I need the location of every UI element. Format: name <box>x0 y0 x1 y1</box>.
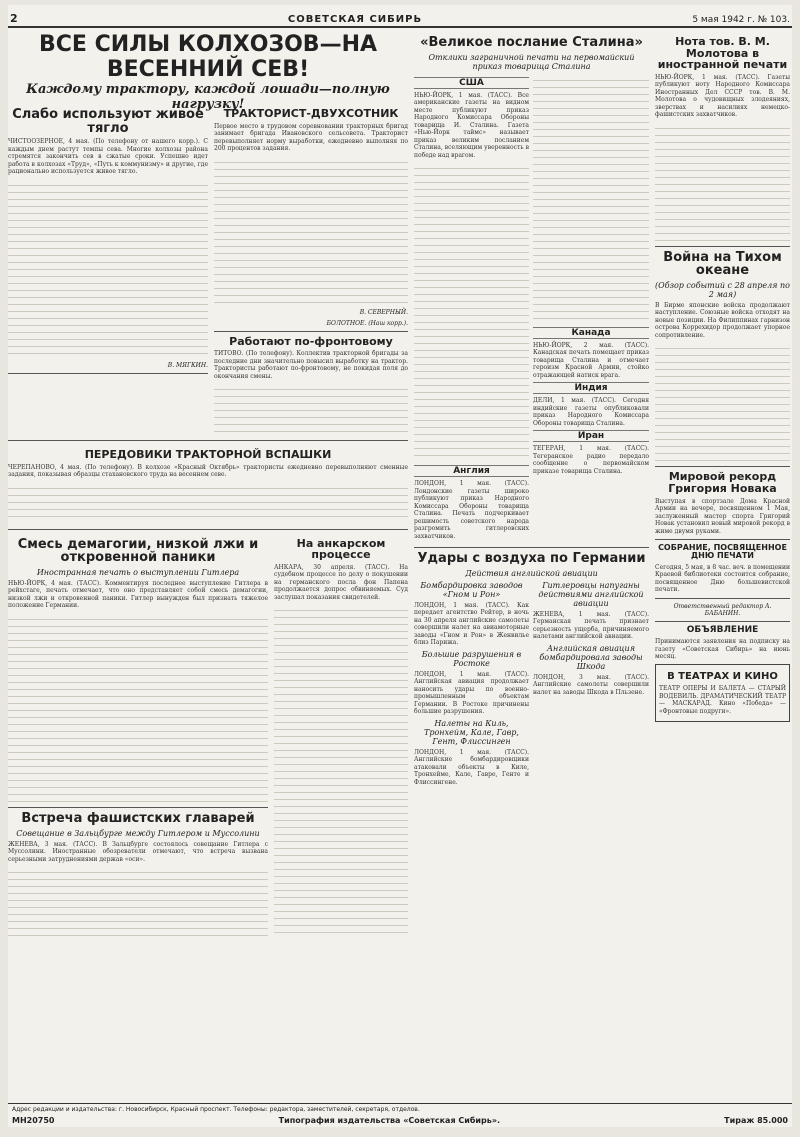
fascist-headline: Встреча фашистских главарей <box>21 810 255 826</box>
demagogy-text: НЬЮ-ЙОРК, 4 мая. (ТАСС). Комментируя последнее выступление Гитлера в рейхстаге, печать отмечает, что оно представляет собой смесь демагогии, низкой лжи и откровенной паники. Гитлер вынужден был признать тяжелое положение Германии. <box>8 579 268 610</box>
columns <box>8 28 792 939</box>
air-sub-2: Большие разрушения в Ростоке <box>421 649 522 668</box>
demagogy-subtitle: Иностранная печать о выступлении Гитлера <box>36 567 240 577</box>
fascist-text: ЖЕНЕВА, 3 мая. (ТАСС). В Зальцбурге состоялось совещание Гитлера с Муссолини. Иностранные обозреватели отмечают, что встреча вызвана серьезными затруднениями держав «оси». <box>8 840 268 863</box>
column-middle <box>414 32 649 939</box>
footer-code: МН20750 <box>12 1116 55 1125</box>
meeting-headline: СОБРАНИЕ, ПОСВЯЩЕННОЕ ДНЮ ПЕЧАТИ <box>658 543 787 561</box>
air-strikes-headline: Удары с воздуха по Германии <box>417 551 646 567</box>
country-india: Индия <box>533 382 649 394</box>
pacific-text: В Бирме японские войска продолжают наступление. Союзные войска отходят на новые позиции. На Филиппинах гарнизон острова Коррехидор продолжает упорное сопротивление. <box>655 301 790 339</box>
pacific-headline: Война на Тихом океане <box>663 249 782 279</box>
pioneers-headline: ПЕРЕДОВИКИ ТРАКТОРНОЙ ВСПАШКИ <box>84 448 332 462</box>
country-england: Англия <box>414 465 529 477</box>
text-body <box>655 342 790 462</box>
fascist-subtitle: Совещание в Зальцбурге между Гитлером и Муссолини <box>16 828 260 838</box>
record-text: Выступая в спортзале Дома Красной Армии на вечере, посвященном 1 Мая, заслуженный мастер спорта Григорий Новак установил новый мировой рекорд в жиме двумя руками. <box>655 497 790 535</box>
announcement-text: Принимаются заявления на подписку на газету «Советская Сибирь» на июнь месяц. <box>655 638 790 661</box>
column-2 <box>214 104 408 436</box>
editor: Ответственный редактор А. БАБАНИН. <box>673 602 772 617</box>
text-body <box>8 613 268 803</box>
text-body <box>214 156 408 306</box>
frontline-text: ТИТОВО. (По телефону). Коллектив тракторной бригады за последние дни значительно повысил выработку на трактор. Трактористы работают по-фронтовому, не покидая поля до окончания смены. <box>214 350 408 380</box>
footer <box>8 1103 792 1127</box>
iran-text: ТЕГЕРАН, 1 мая. (ТАСС). Тегеранское радио передало сообщение о первомайском приказе товарища Сталина. <box>533 445 649 475</box>
air-sub-1: Бомбардировка заводов «Гном и Рон» <box>420 580 523 599</box>
air-text-1: ЛОНДОН, 1 мая. (ТАСС). Как передает агентство Рейтер, в ночь на 30 апреля английские самолеты совершили налет на авиамоторные заводы «Гном и Рон» в Женвилье близ Парижа. <box>414 601 529 647</box>
great-order-headline: «Великое послание Сталина» <box>420 35 643 50</box>
theatre-box <box>655 664 790 723</box>
footer-address: Адрес редакции и издательства: г. Новосибирск, Красный проспект. Телефоны: редактора, заместителей, секретаря, отделов. <box>12 1106 420 1113</box>
air-sub-3: Налеты на Киль, Тронхейм, Кале, Гавр, Гент, Флиссинген <box>424 718 519 746</box>
text-body <box>8 179 208 359</box>
air-text-2: ЛОНДОН, 1 мая. (ТАСС). Английская авиация продолжает наносить удары по военно-промышленным объектам Германии. В Ростоке причинены большие разрушения. <box>414 670 529 716</box>
footer-printer: Типография издательства «Советская Сибирь». <box>278 1116 501 1125</box>
banner-slogan: Каждому трактору, каждой лошади—полную нагрузку! <box>26 82 390 112</box>
great-order-subtitle: Отклики заграничной печати на первомайский приказ товарища Сталина <box>428 52 635 71</box>
footer-circulation: Тираж 85.000 <box>724 1116 788 1125</box>
weak-draft-text: ЧИСТООЗЕРНОЕ, 4 мая. (По телефону от нашего корр.). С каждым днем растут темпы сева. Многие колхозы района стремятся закончить сев в сжатые сроки. Успешно идет работа в колхозах «Труд», «Путь к коммунизму» и другие, где рационально используется живое тягло. <box>8 138 208 176</box>
country-canada: Канада <box>533 327 649 339</box>
banner-title: ВСЕ СИЛЫ КОЛХОЗОВ—НА ВЕСЕННИЙ СЕВ! <box>38 32 378 82</box>
column-ankara <box>274 534 408 939</box>
tractor-signature: В. СЕВЕРНЫЙ. <box>359 308 408 316</box>
column-1 <box>8 104 208 436</box>
ankara-headline: На анкарском процессе <box>296 536 386 562</box>
canada-text: НЬЮ-ЙОРК, 2 мая. (ТАСС). Канадская печать помещает приказ товарища Сталина и отмечает героизм Красной Армии, стойко отражающей натиск врага. <box>533 341 649 379</box>
country-iran: Иран <box>533 430 649 442</box>
column-demagogy <box>8 534 268 939</box>
country-usa: США <box>414 77 529 89</box>
theatre-headline: В ТЕАТРАХ И КИНО <box>667 670 778 682</box>
air-text-5: ЛОНДОН, 3 мая. (ТАСС). Английские самолеты совершили налет на заводы Шкода в Пльзене. <box>533 673 649 696</box>
left-section <box>8 32 408 939</box>
pacific-subtitle: (Обзор событий с 28 апреля по 2 мая) <box>655 280 790 299</box>
usa-text: НЬЮ-ЙОРК, 1 мая. (ТАСС). Все американские газеты на видном месте публикуют приказ Народного Комиссара Обороны товарища И. Сталина. Газета «Нью-Йорк таймс» называет приказ великим посланием Сталина, вселяющим уверенность в победе над врагом. <box>414 91 529 159</box>
text-body <box>533 74 649 324</box>
demagogy-headline: Смесь демагогии, низкой лжи и откровенной паники <box>17 536 259 566</box>
england-text: ЛОНДОН, 1 мая. (ТАСС). Лондонские газеты широко публикуют приказ Народного Комиссара Обороны товарища Сталина. Печать подчеркивает решимость советского народа разгромить гитлеровских захватчиков. <box>414 480 529 540</box>
masthead <box>8 5 792 28</box>
tractor-headline: ТРАКТОРИСТ-ДВУХСОТНИК <box>223 107 399 120</box>
weak-draft-headline: Слабо используют живое тягло <box>12 107 204 136</box>
column-right <box>655 32 790 939</box>
issue-date: 5 мая 1942 г. № 103. <box>692 15 790 25</box>
meeting-text: Сегодня, 5 мая, в 8 час. веч. в помещении Краевой библиотеки состоится собрание, посвященное Дню большевистской печати. <box>655 563 790 594</box>
text-body <box>414 162 529 462</box>
air-sub-4: Гитлеровцы напуганы действиями английской авиации <box>538 580 644 608</box>
text-body <box>274 604 408 934</box>
text-body <box>655 122 790 242</box>
tractor-place: БОЛОТНОЕ. (Наш корр.). <box>326 319 408 327</box>
tractor-text: Первое место в трудовом соревновании тракторных бригад занимает бригада Ивановского сельсовета. Тракторист перевыполняет норму выработки, ежедневно выполняя по 200 процентов задания. <box>214 122 408 153</box>
paper-name: СОВЕТСКАЯ СИБИРЬ <box>287 14 423 25</box>
text-body <box>8 866 268 936</box>
air-text-3: ЛОНДОН, 1 мая. (ТАСС). Английские бомбардировщики атаковали объекты в Киле, Тронхейме, Кале, Гавре, Генте и Флиссингене. <box>414 748 529 786</box>
pioneers-text: ЧЕРЕПАНОВО, 4 мая. (По телефону). В колхозе «Красный Октябрь» трактористы ежедневно перевыполняют сменные задания, показывая образцы стахановского труда на весеннем севе. <box>8 463 408 479</box>
page-number: 2 <box>10 12 18 25</box>
india-text: ДЕЛИ, 1 мая. (ТАСС). Сегодня индийские газеты опубликовали приказ Народного Комиссара Обороны товарища Сталина. <box>533 397 649 427</box>
announcement-headline: ОБЪЯВЛЕНИЕ <box>686 624 759 635</box>
molotov-text: НЬЮ-ЙОРК, 1 мая. (ТАСС). Газеты публикуют ноту Народного Комиссара Иностранных Дел СССР тов. В. М. Молотова о чудовищных злодеяниях, зверствах и насилиях немецко-фашистских захватчиков. <box>655 73 790 119</box>
text-body <box>8 482 408 522</box>
record-headline: Мировой рекорд Григория Новака <box>668 470 777 495</box>
air-text-4: ЖЕНЕВА, 1 мая. (ТАСС). Германская печать признает серьезность ущерба, причиняемого налетами английской авиации. <box>533 610 649 641</box>
frontline-headline: Работают по-фронтовому <box>229 334 393 348</box>
text-body <box>214 383 408 433</box>
molotov-headline: Нота тов. В. М. Молотова в иностранной печати <box>657 35 788 72</box>
ankara-text: АНКАРА, 30 апреля. (ТАСС). На судебном процессе по делу о покушении на германского посла фон Папена продолжается допрос обвиняемых. Суд заслушал показания свидетелей. <box>274 563 408 601</box>
banner <box>8 32 408 112</box>
signature: В. МЯГКИН. <box>167 361 208 369</box>
air-sub-5: Английская авиация бомбардировала заводы Шкода <box>539 643 643 671</box>
newspaper-page <box>8 5 792 1127</box>
theatre-text: ТЕАТР ОПЕРЫ И БАЛЕТА — СТАРЫЙ ВОДЕВИЛЬ. ДРАМАТИЧЕСКИЙ ТЕАТР — МАСКАРАД. Кино «Победа» — «Фронтовые подруги». <box>659 685 786 715</box>
air-strikes-subtitle: Действия английской авиации <box>465 568 598 578</box>
